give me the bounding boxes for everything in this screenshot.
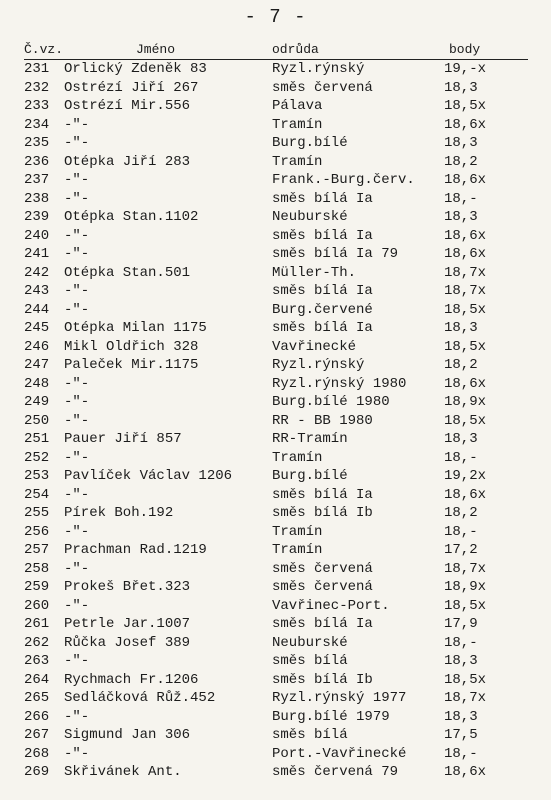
row-variety: směs bílá Ia — [272, 283, 373, 299]
row-number: 236 — [24, 153, 50, 170]
row-number: 255 — [24, 505, 50, 521]
table-row — [24, 338, 528, 357]
row-points: 18,6x — [444, 486, 487, 503]
row-points: 18,3 — [444, 708, 478, 725]
row-name: Mikl Oldřich 328 — [64, 338, 199, 355]
row-name: Růčka Josef 389 — [64, 634, 191, 651]
row-points: 18,6x — [444, 116, 487, 133]
table-row — [24, 171, 528, 190]
row-number: 251 — [24, 431, 50, 447]
row-variety: směs červená — [272, 579, 373, 595]
row-name: -"- — [64, 135, 90, 151]
row-variety: Neuburské — [272, 634, 348, 651]
row-name: Ostrézí Mir.556 — [64, 98, 191, 114]
row-variety: Ryzl.rýnský — [272, 61, 365, 77]
row-variety: Burg.bílé 1979 — [272, 708, 390, 725]
row-name: -"- — [64, 560, 90, 577]
row-points: 18,5x — [444, 301, 487, 318]
row-name: -"- — [64, 246, 90, 262]
row-variety: Vavřinecké — [272, 338, 357, 355]
row-variety: Burg.bílé — [272, 135, 348, 151]
table-row — [24, 708, 528, 727]
row-points: 18,6x — [444, 172, 487, 188]
table-row — [24, 208, 528, 227]
table-row — [24, 745, 528, 764]
row-points: 18,3 — [444, 209, 478, 225]
row-name: -"- — [64, 283, 90, 299]
row-variety: směs bílá — [272, 653, 348, 669]
table-row — [24, 597, 528, 616]
row-points: 17,5 — [444, 727, 478, 743]
table-row — [24, 726, 528, 745]
header-variety: odrůda — [272, 42, 319, 57]
table-body — [24, 60, 528, 782]
table-header — [24, 42, 528, 60]
row-name: -"- — [64, 375, 90, 392]
row-number: 237 — [24, 172, 50, 188]
row-number: 240 — [24, 227, 50, 244]
row-name: -"- — [64, 745, 90, 762]
row-points: 19,2x — [444, 468, 487, 484]
row-number: 260 — [24, 597, 50, 614]
row-name: -"- — [64, 449, 90, 466]
row-name: -"- — [64, 301, 90, 318]
row-name: -"- — [64, 116, 90, 133]
row-name: Prachman Rad.1219 — [64, 542, 207, 558]
row-name: -"- — [64, 190, 90, 207]
table-row — [24, 60, 528, 79]
table-row — [24, 319, 528, 338]
row-number: 258 — [24, 560, 50, 577]
row-number: 257 — [24, 542, 50, 558]
row-name: -"- — [64, 486, 90, 503]
row-variety: směs bílá Ib — [272, 505, 373, 521]
row-number: 249 — [24, 394, 50, 410]
row-name: Otépka Stan.1102 — [64, 209, 199, 225]
row-name: -"- — [64, 708, 90, 725]
row-number: 243 — [24, 283, 50, 299]
row-number: 263 — [24, 653, 50, 669]
row-number: 265 — [24, 690, 50, 706]
row-points: 18,7x — [444, 690, 487, 706]
table-row — [24, 116, 528, 135]
row-variety: Ryzl.rýnský — [272, 357, 365, 373]
row-number: 241 — [24, 246, 50, 262]
table-row — [24, 245, 528, 264]
row-number: 267 — [24, 727, 50, 743]
row-number: 256 — [24, 523, 50, 540]
row-variety: Burg.bílé 1980 — [272, 394, 390, 410]
row-points: 18,7x — [444, 264, 487, 281]
row-name: -"- — [64, 412, 90, 429]
row-variety: RR-Tramín — [272, 431, 348, 447]
table-row — [24, 671, 528, 690]
row-name: -"- — [64, 597, 90, 614]
table-row — [24, 430, 528, 449]
row-variety: Frank.-Burg.červ. — [272, 172, 415, 188]
row-number: 266 — [24, 708, 50, 725]
row-number: 238 — [24, 190, 50, 207]
table-row — [24, 486, 528, 505]
row-name: Prokeš Břet.323 — [64, 579, 191, 595]
row-variety: směs bílá Ia — [272, 486, 373, 503]
row-name: Rychmach Fr.1206 — [64, 671, 199, 688]
row-number: 268 — [24, 745, 50, 762]
row-points: 18,- — [444, 190, 478, 207]
row-name: -"- — [64, 523, 90, 540]
table-row — [24, 689, 528, 708]
row-name: Ostrézí Jiří 267 — [64, 79, 199, 96]
row-variety: směs bílá Ia — [272, 227, 373, 244]
row-points: 18,- — [444, 745, 478, 762]
row-name: Otépka Stan.501 — [64, 264, 191, 281]
table-row — [24, 356, 528, 375]
row-points: 18,5x — [444, 338, 487, 355]
row-name: Pavlíček Václav 1206 — [64, 468, 233, 484]
row-points: 18,6x — [444, 764, 487, 780]
row-number: 259 — [24, 579, 50, 595]
row-points: 18,7x — [444, 560, 487, 577]
row-number: 247 — [24, 357, 50, 373]
row-points: 18,3 — [444, 431, 478, 447]
row-name: Otépka Milan 1175 — [64, 320, 207, 336]
row-name: Petrle Jar.1007 — [64, 616, 191, 632]
row-name: -"- — [64, 394, 90, 410]
row-points: 18,3 — [444, 320, 478, 336]
row-points: 18,- — [444, 449, 478, 466]
row-name: Pauer Jiří 857 — [64, 431, 182, 447]
row-points: 18,- — [444, 523, 478, 540]
results-table — [24, 42, 528, 782]
table-row — [24, 652, 528, 671]
row-points: 18,9x — [444, 394, 487, 410]
row-points: 18,7x — [444, 283, 487, 299]
row-variety: Burg.bílé — [272, 468, 348, 484]
row-name: -"- — [64, 172, 90, 188]
row-points: 18,2 — [444, 505, 478, 521]
row-variety: RR - BB 1980 — [272, 412, 373, 429]
row-variety: Vavřinec-Port. — [272, 597, 390, 614]
table-row — [24, 560, 528, 579]
row-variety: směs bílá Ia — [272, 616, 373, 632]
row-number: 242 — [24, 264, 50, 281]
row-number: 253 — [24, 468, 50, 484]
table-row — [24, 412, 528, 431]
row-name: -"- — [64, 227, 90, 244]
row-number: 252 — [24, 449, 50, 466]
row-points: 18,2 — [444, 153, 478, 170]
row-variety: Müller-Th. — [272, 264, 357, 281]
row-points: 18,- — [444, 634, 478, 651]
row-number: 264 — [24, 671, 50, 688]
row-variety: Neuburské — [272, 209, 348, 225]
row-variety: Port.-Vavřinecké — [272, 745, 407, 762]
row-number: 248 — [24, 375, 50, 392]
row-number: 254 — [24, 486, 50, 503]
row-variety: Tramín — [272, 116, 323, 133]
row-variety: Tramín — [272, 523, 323, 540]
row-points: 18,2 — [444, 357, 478, 373]
table-row — [24, 301, 528, 320]
row-number: 245 — [24, 320, 50, 336]
table-row — [24, 134, 528, 153]
header-points: body — [449, 42, 481, 57]
row-points: 18,5x — [444, 597, 487, 614]
row-points: 18,3 — [444, 135, 478, 151]
table-row — [24, 97, 528, 116]
row-points: 18,5x — [444, 412, 487, 429]
row-variety: Ryzl.rýnský 1977 — [272, 690, 407, 706]
row-variety: Burg.červené — [272, 301, 373, 318]
row-variety: Ryzl.rýnský 1980 — [272, 375, 407, 392]
table-row — [24, 375, 528, 394]
row-variety: směs bílá — [272, 727, 348, 743]
table-row — [24, 264, 528, 283]
table-row — [24, 615, 528, 634]
row-variety: směs červená — [272, 79, 373, 96]
row-name: Pírek Boh.192 — [64, 505, 174, 521]
page-number: - 7 - — [244, 6, 307, 28]
header-name: Jméno — [136, 42, 176, 57]
row-variety: Tramín — [272, 542, 323, 558]
row-points: 17,2 — [444, 542, 478, 558]
header-number: Č.vz. — [24, 42, 64, 57]
table-row — [24, 282, 528, 301]
row-points: 19,-x — [444, 61, 487, 77]
row-variety: Tramín — [272, 449, 323, 466]
row-points: 17,9 — [444, 616, 478, 632]
row-variety: směs bílá Ia — [272, 320, 373, 336]
row-number: 235 — [24, 135, 50, 151]
table-row — [24, 153, 528, 172]
row-name: Otépka Jiří 283 — [64, 153, 191, 170]
row-number: 269 — [24, 764, 50, 780]
row-points: 18,3 — [444, 653, 478, 669]
row-points: 18,6x — [444, 246, 487, 262]
row-number: 233 — [24, 98, 50, 114]
row-points: 18,6x — [444, 375, 487, 392]
row-name: Skřivánek Ant. — [64, 764, 182, 780]
table-row — [24, 227, 528, 246]
table-row — [24, 504, 528, 523]
row-number: 239 — [24, 209, 50, 225]
row-variety: směs bílá Ib — [272, 671, 373, 688]
row-variety: Pálava — [272, 98, 323, 114]
row-variety: směs červená — [272, 560, 373, 577]
row-number: 231 — [24, 61, 50, 77]
table-row — [24, 393, 528, 412]
table-row — [24, 578, 528, 597]
row-points: 18,3 — [444, 79, 478, 96]
row-number: 232 — [24, 79, 50, 96]
row-name: Sedláčková Růž.452 — [64, 690, 216, 706]
row-name: Paleček Mir.1175 — [64, 357, 199, 373]
table-row — [24, 449, 528, 468]
row-points: 18,5x — [444, 671, 487, 688]
row-points: 18,6x — [444, 227, 487, 244]
row-number: 234 — [24, 116, 50, 133]
row-name: Sigmund Jan 306 — [64, 727, 191, 743]
row-number: 261 — [24, 616, 50, 632]
table-row — [24, 634, 528, 653]
row-number: 262 — [24, 634, 50, 651]
row-name: Orlický Zdeněk 83 — [64, 61, 207, 77]
row-number: 250 — [24, 412, 50, 429]
table-row — [24, 541, 528, 560]
row-points: 18,5x — [444, 98, 487, 114]
table-row — [24, 467, 528, 486]
row-variety: směs bílá Ia — [272, 190, 373, 207]
row-name: -"- — [64, 653, 90, 669]
row-variety: Tramín — [272, 153, 323, 170]
row-number: 246 — [24, 338, 50, 355]
table-row — [24, 79, 528, 98]
row-number: 244 — [24, 301, 50, 318]
table-row — [24, 763, 528, 782]
row-variety: směs bílá Ia 79 — [272, 246, 399, 262]
table-row — [24, 523, 528, 542]
row-variety: směs červená 79 — [272, 764, 399, 780]
row-points: 18,9x — [444, 579, 487, 595]
table-row — [24, 190, 528, 209]
